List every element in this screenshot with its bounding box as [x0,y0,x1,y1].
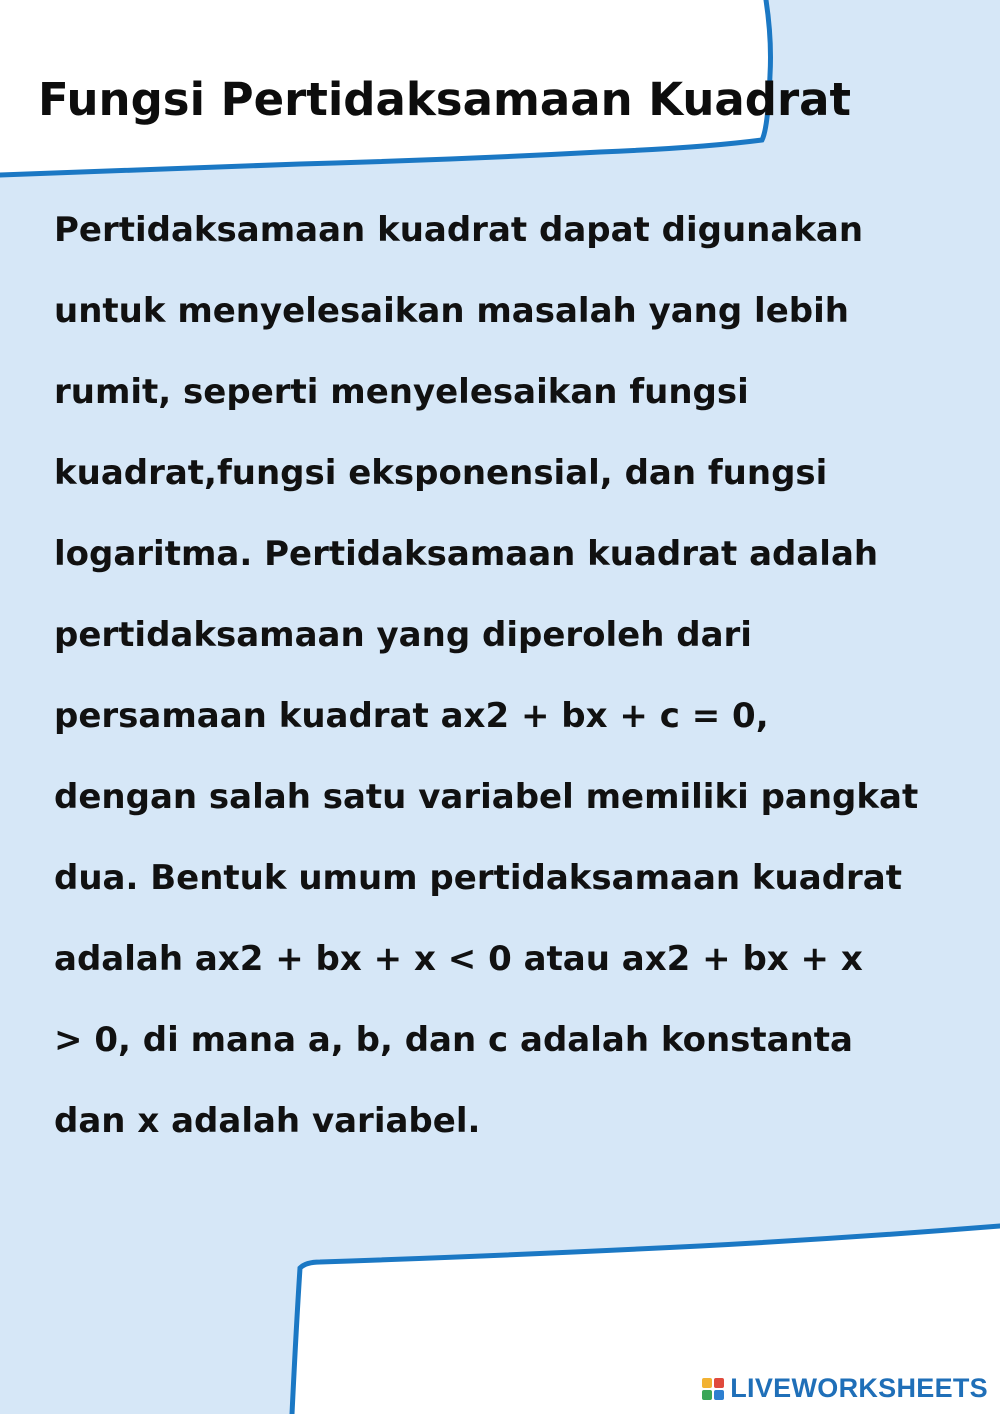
paragraph-line: dan x adalah variabel. [54,1101,481,1141]
paragraph-line: persamaan kuadrat ax2 + bx + c = 0, [54,696,769,736]
paragraph-line: dua. Bentuk umum pertidaksamaan kuadrat [54,858,902,898]
paragraph-line: dengan salah satu variabel memiliki pangkat [54,777,919,817]
brand-name: LIVEWORKSHEETS [730,1373,988,1403]
paragraph-line: untuk menyelesaikan masalah yang lebih [54,291,849,331]
paragraph-line: pertidaksamaan yang diperoleh dari [54,615,752,655]
paragraph-line: kuadrat,fungsi eksponensial, dan fungsi [54,453,828,493]
paragraph-line: Pertidaksamaan kuadrat dapat digunakan [54,210,864,250]
page-title: Fungsi Pertidaksamaan Kuadrat [38,73,852,126]
paragraph [54,190,954,1162]
liveworksheets-brand[interactable] [702,1373,988,1404]
paragraph-line: adalah ax2 + bx + x < 0 atau ax2 + bx + x [54,939,863,979]
paragraph-line: > 0, di mana a, b, dan c adalah konstanta [54,1020,853,1060]
liveworksheets-logo-icon [702,1378,724,1400]
paragraph-line: rumit, seperti menyelesaikan fungsi [54,372,749,412]
paragraph-line: logaritma. Pertidaksamaan kuadrat adalah [54,534,879,574]
